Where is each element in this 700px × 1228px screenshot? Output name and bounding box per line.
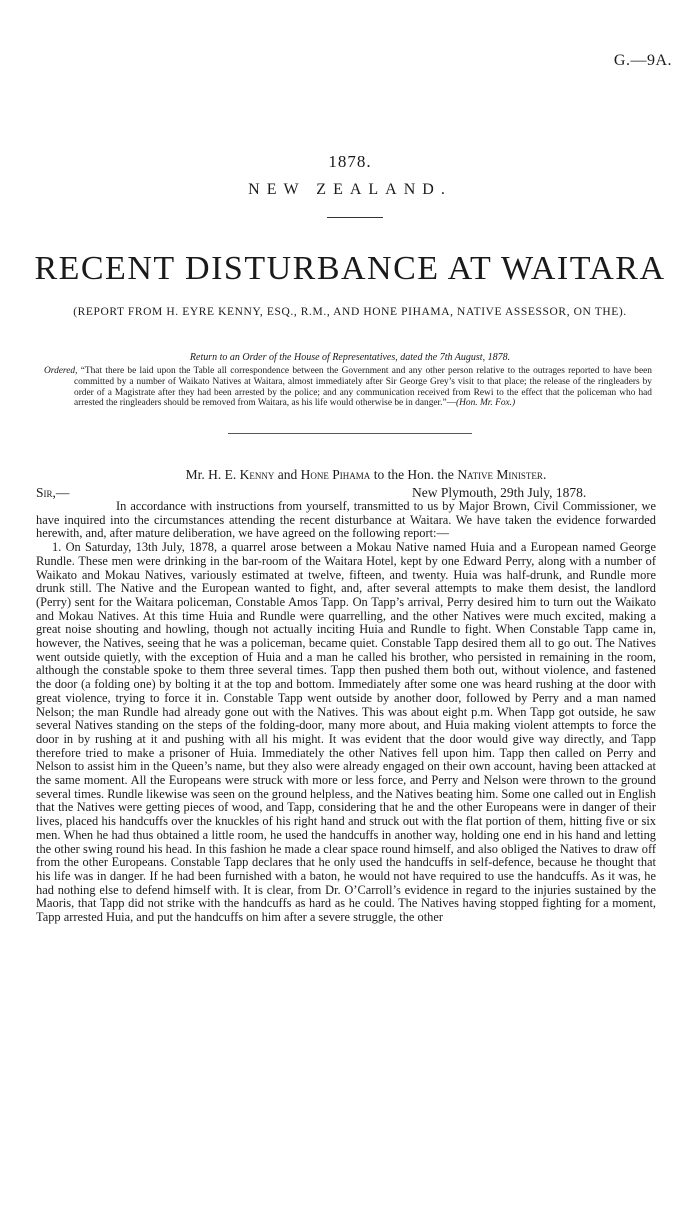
subtitle: (REPORT FROM H. EYRE KENNY, ESQ., R.M., AND HONE PIHAMA, NATIVE ASSESSOR, ON THE).	[73, 306, 627, 318]
order-paragraph	[44, 366, 652, 409]
page-title: RECENT DISTURBANCE AT WAITARA	[34, 250, 666, 287]
dateline: New Plymouth, 29th July, 1878.	[412, 485, 587, 500]
order-label: Ordered,	[44, 366, 78, 376]
letter-body	[36, 500, 656, 925]
salutation	[36, 485, 69, 501]
divider-long	[228, 433, 472, 434]
country-heading: NEW ZEALAND.	[248, 181, 452, 198]
heading-part: .	[542, 467, 547, 482]
heading-native-minister: Native Minister	[457, 467, 543, 482]
letter-heading	[56, 467, 676, 483]
paragraph-1: 1. On Saturday, 13th July, 1878, a quarrel arose between a Mokau Native named Huia and a European named George Rundle. These men were drinking in the bar-room of the Waitara Hotel, kept by one Edward Perry, along with a number of Waikato and Mokau Natives, variously estimated at twelve, fifteen, and twenty. Huia was half-drunk, and Rundle more drunk still. The Native and the European wanted to fight, and, after several attempts to make them desist, the landlord (Perry) sent for the Waitara policeman, Constable Amos Tapp. On Tapp’s arrival, Perry desired him to turn out the Waikato and Mokau Natives. At this time Huia and Rundle were quarrelling, and the other Natives were much excited, making a great noise shouting and howling, though not actually inciting Huia and Rundle to fight. When Constable Tapp came in, however, the Natives, seeing that he was a policeman, became quiet. Constable Tapp desired them all to go out. The Natives went outside quietly, with the exception of Huia and a man he called his brother, who persisted in remaining in the room, although the constable spoke to them three several times. Tapp then pushed them both out, without violence, and fastened the door (a folding one) by bolting it at the top and bottom. Immediately after some one was heard rushing at the door with great violence, trying to force it in. Constable Tapp went outside by another door, followed by Perry and a man named Nelson; the man Rundle had already gone out with the Natives. This was about eight p.m. When Tapp got outside, he saw several Natives standing on the steps of the folding-door, many more about, and Huia making violent attempts to force the door in by rushing at it and pushing with all his might. It was evident that the door would give way directly, and Tapp therefore tried to make a prisoner of Huia. Immediately the other Natives fell upon him. Tapp then called on Perry and Nelson to assist him in the Queen’s name, but they also were already engaged on their own account, having been attacked at the same moment. All the Europeans were struck with more or less force, and Perry and Nelson were thrown to the ground several times. Rundle likewise was seen on the ground helpless, and the Natives beating him. Some one called out in English that the Natives were getting pieces of wood, and Tapp, considering that he and the other Europeans were in danger of their lives, placed his handcuffs over the knuckles of his right hand and struck out with the flat portion of them, hitting five or six men. When he had thus obtained a little room, he used the handcuffs in another way, holding one end in his hand and letting the other swing round his head. In this fashion he made a clear space round himself, and also obliged the Natives to draw off from the other Europeans. Constable Tapp declares that he only used the handcuffs in self-defence, because he thought that his life was in danger. If he had been furnished with a baton, he would not have required to use the handcuffs. As it was, he had nothing else to defend himself with. It is clear, from Dr. O’Carroll’s evidence in regard to the injuries sustained by the Maoris, that Tapp did not strike with the handcuffs as hard as he could. The Natives having stopped fighting for a moment, Tapp arrested Huia, and put the handcuffs on him after a severe struggle, the other	[36, 540, 656, 925]
order-attribution: (Hon. Mr. Fox.)	[456, 398, 516, 409]
paragraph-intro: In accordance with instructions from yourself, transmitted to us by Major Brown, Civil Commissioner, we have inquired into the circumstances attending the recent disturbance at Waitara. We have taken the evidence forwarded herewith, and, after mature deliberation, we have agreed on the following report:—	[36, 499, 656, 541]
heading-part: and	[274, 467, 301, 482]
heading-part: Mr. H. E.	[185, 467, 240, 482]
divider-short	[327, 217, 383, 218]
salutation-dash: ,—	[52, 485, 70, 500]
paper-reference: G.—9A.	[613, 52, 672, 69]
salutation-initial: S	[36, 485, 44, 500]
order-text: “That there be laid upon the Table all correspondence between the Government and any other person relative to the outrages reported to have been committed by a number of Waikato Natives at Waitara, almost immediately after Sir George Grey’s visit to that place; the release of the ringleaders by order of a Magistrate after they had been arrested by the police; and any communication received from Rewi to the effect that the policeman who had arrested the ringleaders should be removed from Waitara, as his life would otherwise be in danger.”—	[74, 366, 652, 409]
heading-name-pihama: Hone Pihama	[300, 467, 371, 482]
return-order-line: Return to an Order of the House of Representatives, dated the 7th August, 1878.	[189, 352, 511, 363]
salutation-rest: ir	[43, 485, 53, 500]
year: 1878.	[328, 152, 372, 171]
heading-part: to the Hon. the	[370, 467, 458, 482]
heading-name-kenny: Kenny	[239, 467, 275, 482]
